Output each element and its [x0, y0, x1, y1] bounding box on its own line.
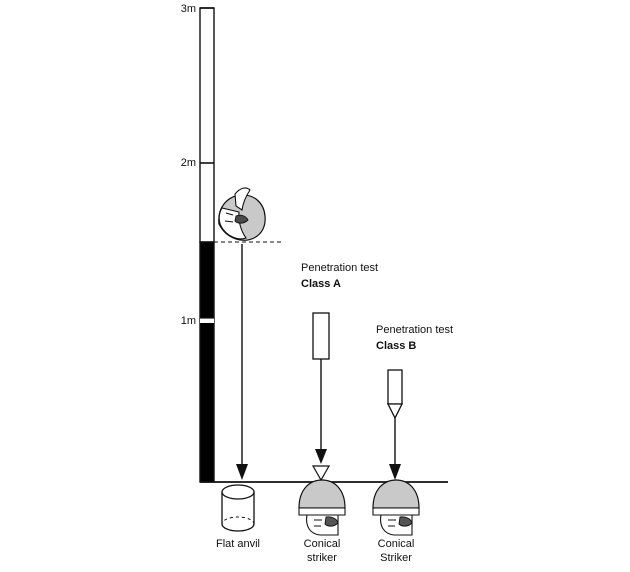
scale-bar-black-section [200, 242, 214, 482]
scale-label-2m: 2m [180, 157, 196, 169]
caption-flat-anvil: Flat anvil [215, 538, 261, 550]
caption-conical-striker-b-line1: Conical [377, 538, 415, 550]
test-head-class-b-band [373, 508, 419, 515]
class-b-striker-shaft [388, 370, 402, 404]
penetration-test-a-class: Class A [301, 278, 341, 290]
drop-arrow-class-b [389, 418, 401, 480]
drop-arrow-class-a-head [315, 449, 327, 464]
caption-conical-striker-b-line2: Striker [380, 552, 412, 564]
test-head-class-a-helmet [299, 480, 345, 508]
drop-arrow-class-a [313, 359, 329, 480]
height-scale-bar [200, 8, 214, 482]
flat-anvil-top [222, 485, 254, 499]
scale-band-1m [200, 318, 214, 323]
class-a-striker-shaft [313, 313, 329, 359]
drop-arrow-flat-anvil [236, 244, 248, 480]
penetration-test-a-title: Penetration test [301, 262, 379, 274]
drop-arrow-class-b-head [389, 464, 401, 480]
scale-label-3m: 3m [180, 3, 196, 15]
class-b-striker-point [388, 404, 402, 418]
class-a-striker-body [313, 313, 329, 359]
caption-conical-striker-a-line2: striker [307, 552, 337, 564]
penetration-test-b-title: Penetration test [376, 324, 454, 336]
flat-anvil [222, 485, 254, 531]
caption-conical-striker-a-line1: Conical [303, 538, 341, 550]
drop-arrow-flat-anvil-head [236, 464, 248, 480]
test-head-class-a [299, 480, 345, 535]
falling-helmet [219, 188, 265, 240]
scale-bar-white-section [200, 8, 214, 242]
penetration-test-b-class: Class B [376, 340, 417, 352]
class-a-cone-tip [313, 466, 329, 480]
scale-label-1m: 1m [180, 315, 196, 327]
test-head-class-b-helmet [373, 480, 419, 508]
test-head-class-b [373, 480, 419, 535]
class-b-striker-body [388, 370, 402, 418]
test-head-class-a-band [299, 508, 345, 515]
